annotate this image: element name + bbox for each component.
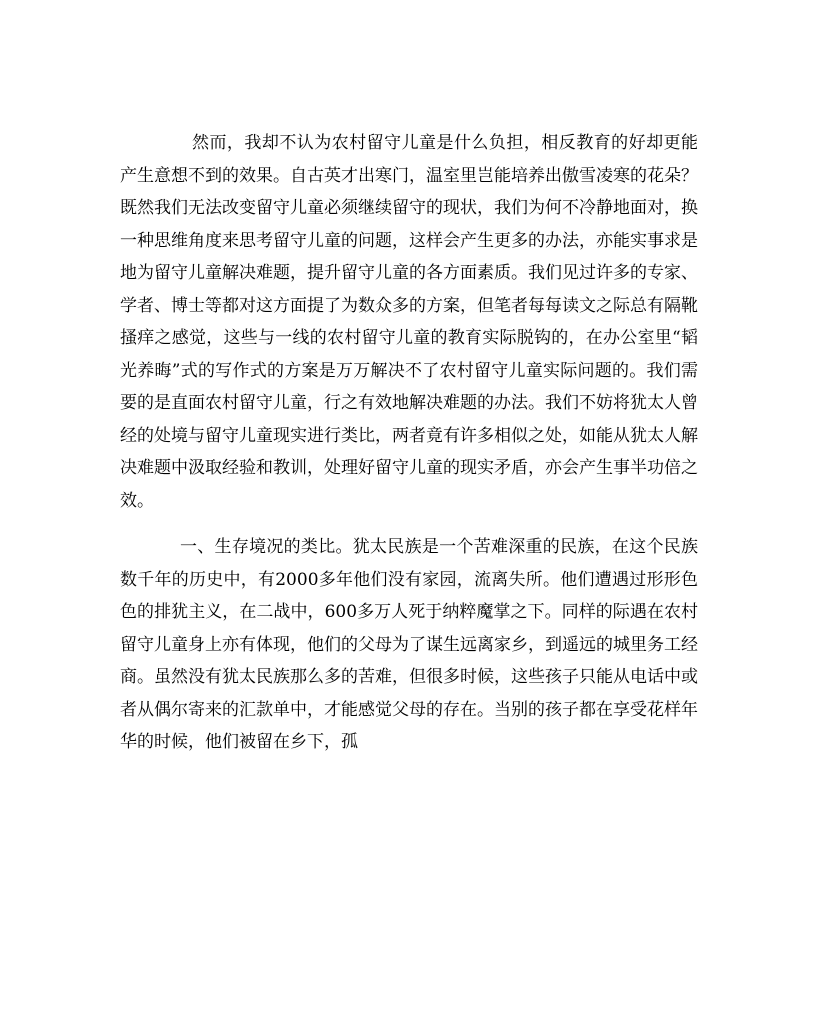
paragraph-survival-comparison: 一、生存境况的类比。犹太民族是一个苦难深重的民族，在这个民族数千年的历史中，有2000多年他们没有家园，流离失所。他们遭遇过形形色色的排犹主义，在二战中，600多万人死于纳粹魔掌之下。同样的际遇在农村留守儿童身上亦有体现，他们的父母为了谋生远离家乡，到遥远的城里务工经商。虽然没有犹太民族那么多的苦难，但很多时候，这些孩子只能从电话中或者从偶尔寄来的汇款单中，才能感觉父母的存在。当别的孩子都在享受花样年华的时候，他们被留在乡下，孤 — [120, 537, 698, 752]
document-body — [120, 127, 698, 759]
paragraph-intro: 然而，我却不认为农村留守儿童是什么负担，相反教育的好却更能产生意想不到的效果。自古英才出寒门，温室里岂能培养出傲雪凌寒的花朵？既然我们无法改变留守儿童必须继续留守的现状，我们为何不冷静地面对，换一种思维角度来思考留守儿童的问题，这样会产生更多的办法，亦能实事求是地为留守儿童解决难题，提升留守儿童的各方面素质。我们见过许多的专家、学者、博士等都对这方面提了为数众多的方案，但笔者每每读文之际总有隔靴搔痒之感觉，这些与一线的农村留守儿童的教育实际脱钩的，在办公室里“韬光养晦”式的写作式的方案是万万解决不了农村留守儿童实际问题的。我们需要的是直面农村留守儿童，行之有效地解决难题的办法。我们不妨将犹太人曾经的处境与留守儿童现实进行类比，两者竟有许多相似之处，如能从犹太人解决难题中汲取经验和教训，处理好留守儿童的现实矛盾，亦会产生事半功倍之效。 — [120, 133, 698, 511]
